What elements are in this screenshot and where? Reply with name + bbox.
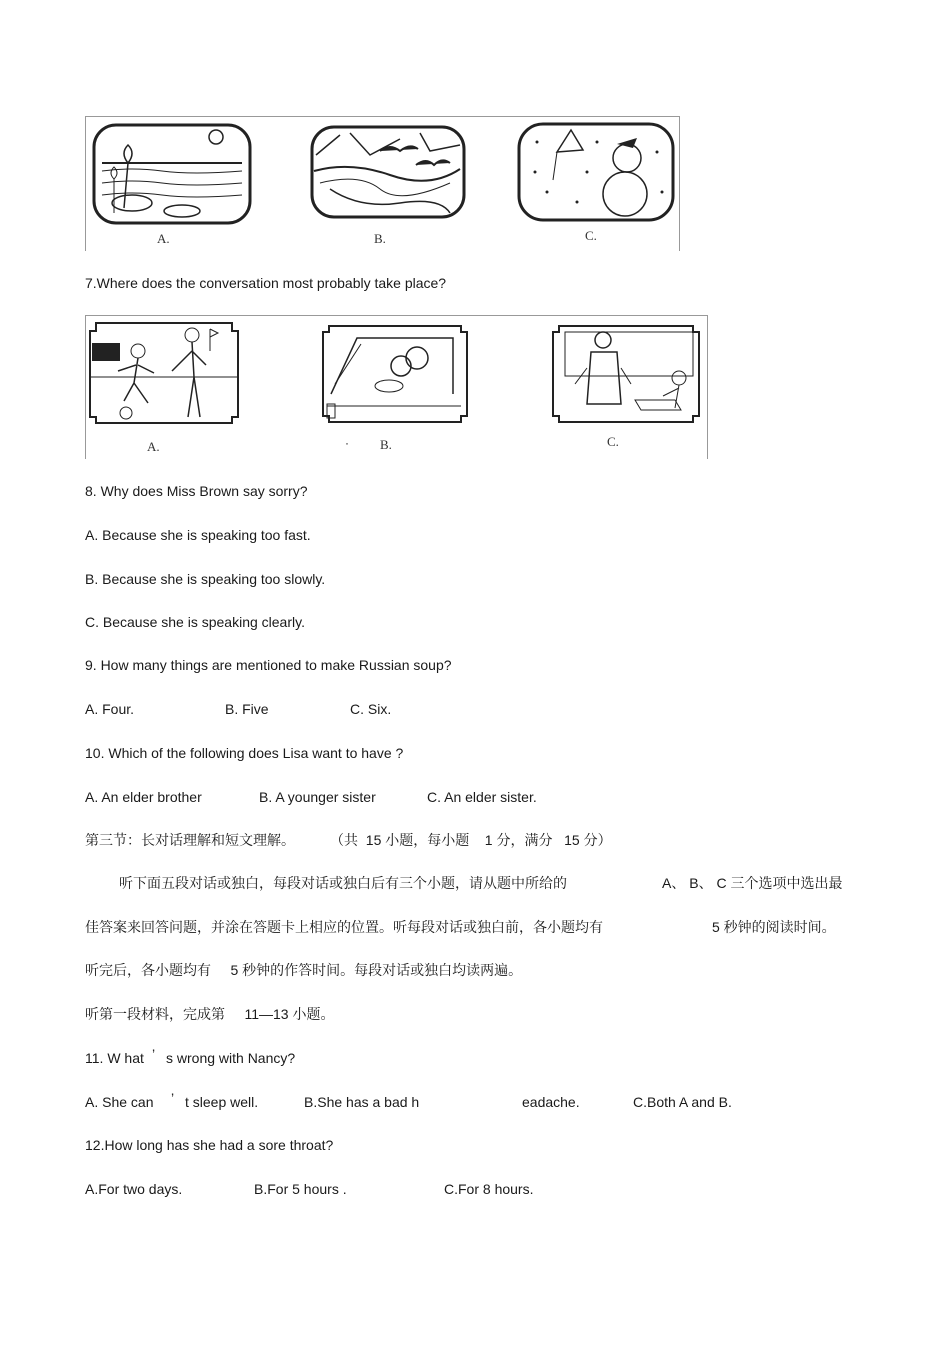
section3-heading: 第三节：长对话理解和短文理解。 (85, 832, 295, 848)
q9-option-b[interactable]: B. Five (225, 701, 269, 717)
q11-option-a-part1[interactable]: A. She can (85, 1094, 154, 1110)
q11-option-c[interactable]: C.Both A and B. (633, 1094, 732, 1110)
q7-dot: · (345, 436, 349, 450)
birds-river-spring-icon (310, 125, 466, 221)
q11-question-apostrophe: ’ (152, 1046, 156, 1062)
q11-option-a-part2[interactable]: t sleep well. (185, 1094, 259, 1110)
q12-option-b[interactable]: B.For 5 hours . (254, 1181, 347, 1197)
q6-label-a: A. (157, 231, 170, 246)
section3-instruction-2b: 5 秒钟的阅读时间。 (712, 919, 836, 935)
q10-option-b[interactable]: B. A younger sister (259, 789, 376, 805)
q12-question: 12.How long has she had a sore throat? (85, 1137, 334, 1153)
q6-picture-c[interactable] (517, 122, 675, 224)
classroom-icon (551, 324, 701, 424)
section3-instruction-1b: A、 B、 C 三个选项中选出最 (662, 875, 843, 891)
snowman-winter-icon (517, 122, 675, 224)
q7-label-a: A. (147, 439, 160, 454)
q6-label-c: C. (585, 228, 597, 243)
section3-instruction-1a: 听下面五段对话或独白，每段对话或独白后有三个小题，请从题中所给的 (119, 875, 567, 891)
q8-option-b[interactable]: B. Because she is speaking too slowly. (85, 571, 326, 587)
q7-label-c: C. (607, 434, 619, 449)
q10-question: 10. Which of the following does Lisa want to have ? (85, 745, 404, 761)
section3-material: 听第一段材料，完成第 11—13 小题。 (85, 1006, 335, 1022)
q12-option-c[interactable]: C.For 8 hours. (444, 1181, 534, 1197)
q7-picture-b[interactable] (321, 324, 469, 424)
car-interior-icon (321, 324, 469, 424)
section3-instruction-2a: 佳答案来回答问题，并涂在答题卡上相应的位置。听每段对话或独白前，各小题均有 (85, 919, 603, 935)
q11-option-a-apostrophe: ’ (171, 1090, 175, 1106)
q8-option-a[interactable]: A. Because she is speaking too fast. (85, 527, 311, 543)
q9-option-a[interactable]: A. Four. (85, 701, 135, 717)
q6-picture-a[interactable] (92, 123, 252, 229)
q8-question: 8. Why does Miss Brown say sorry? (85, 483, 308, 499)
q10-option-c[interactable]: C. An elder sister. (427, 789, 537, 805)
q6-picture-b[interactable] (310, 125, 466, 221)
q8-option-c[interactable]: C. Because she is speaking clearly. (85, 614, 305, 630)
q11-option-b-part2[interactable]: eadache. (522, 1094, 580, 1110)
q11-option-b-part1[interactable]: B.She has a bad h (304, 1094, 420, 1110)
q9-option-c[interactable]: C. Six. (350, 701, 392, 717)
q11-question-part2: s wrong with Nancy? (166, 1050, 296, 1066)
section3-score: （共 15 小题，每小题 1 分，满分 15 分） (330, 832, 612, 848)
q9-question: 9. How many things are mentioned to make Russian soup? (85, 657, 452, 673)
q7-picture-a[interactable] (88, 321, 240, 425)
q10-option-a[interactable]: A. An elder brother (85, 789, 202, 805)
q6-picture-strip (85, 116, 680, 251)
q7-label-b: B. (380, 437, 392, 452)
q7-picture-c[interactable] (551, 324, 701, 424)
q12-option-a[interactable]: A.For two days. (85, 1181, 183, 1197)
section3-instruction-3: 听完后，各小题均有 5 秒钟的作答时间。每段对话或独白均读两遍。 (85, 962, 523, 978)
q7-question: 7.Where does the conversation most probably take place? (85, 275, 447, 291)
school-playground-icon (88, 321, 240, 425)
q6-label-b: B. (374, 231, 386, 246)
q7-picture-strip (85, 315, 708, 459)
lotus-pond-summer-icon (92, 123, 252, 229)
q11-question-part1: 11. W hat (85, 1050, 144, 1066)
